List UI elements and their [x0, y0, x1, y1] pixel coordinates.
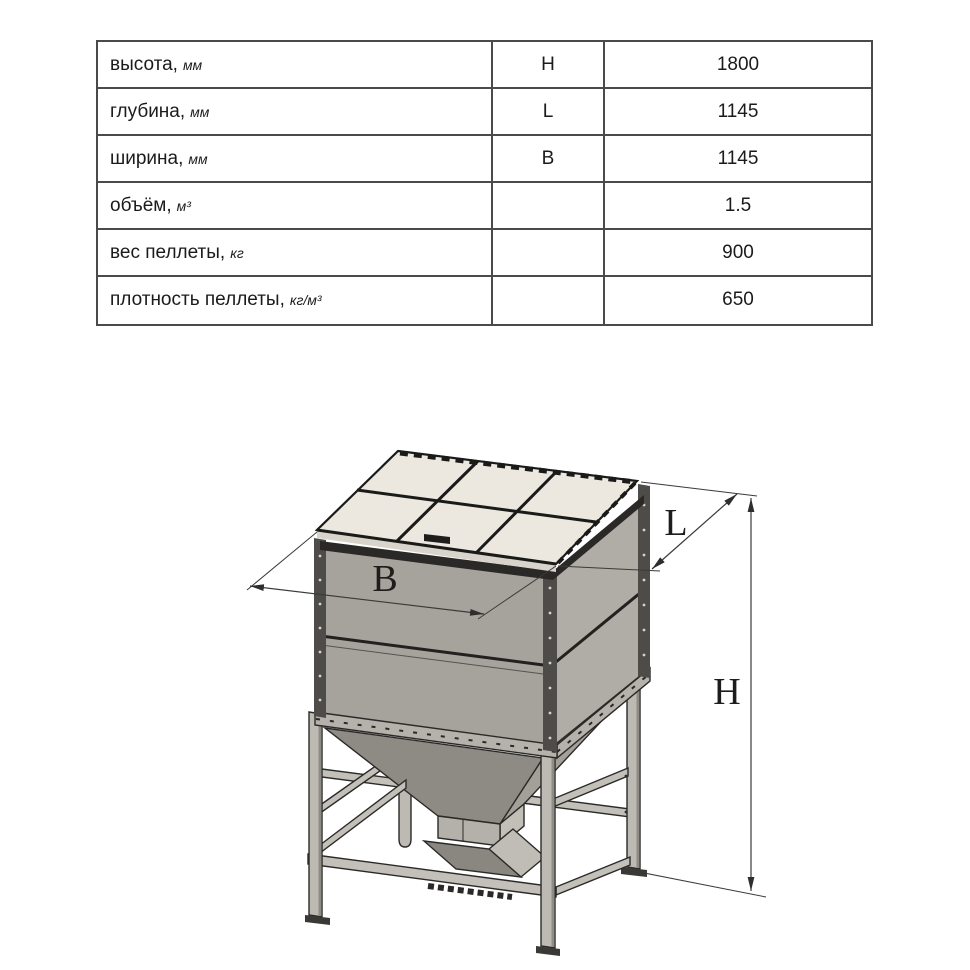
spec-name: плотность пеллеты,: [110, 289, 285, 310]
spec-value: 650: [722, 289, 754, 310]
dimension-width-label: B: [372, 558, 398, 600]
front-left-leg: [305, 712, 330, 925]
spec-value: 900: [605, 230, 871, 277]
leg-foot: [536, 946, 560, 956]
spec-unit: м³: [176, 198, 191, 214]
spec-unit: кг: [230, 245, 244, 261]
spec-unit: кг/м³: [289, 292, 322, 308]
spec-value: 1.5: [605, 183, 871, 230]
leg-foot: [621, 867, 647, 877]
rear-left-leg: [399, 786, 411, 847]
leg-foot: [305, 915, 330, 925]
spec-unit: мм: [190, 104, 210, 120]
spec-unit: мм: [182, 57, 203, 73]
spec-value: 1145: [605, 136, 871, 183]
spec-symbol: L: [493, 89, 605, 136]
spec-unit: мм: [188, 151, 208, 167]
spec-name: глубина,: [110, 101, 186, 122]
spec-name: высота,: [110, 54, 178, 75]
spec-value: 1800: [605, 42, 871, 89]
spec-name: вес пеллеты,: [110, 242, 226, 263]
spec-symbol: B: [493, 136, 605, 183]
spec-name: объём,: [110, 195, 172, 216]
dimension-depth-label: L: [664, 502, 688, 544]
spec-value: 1145: [605, 89, 871, 136]
spec-symbol: H: [493, 42, 605, 89]
spec-name: ширина,: [110, 148, 184, 169]
corner-post: [543, 568, 557, 752]
dimension-height-label: H: [713, 671, 741, 713]
